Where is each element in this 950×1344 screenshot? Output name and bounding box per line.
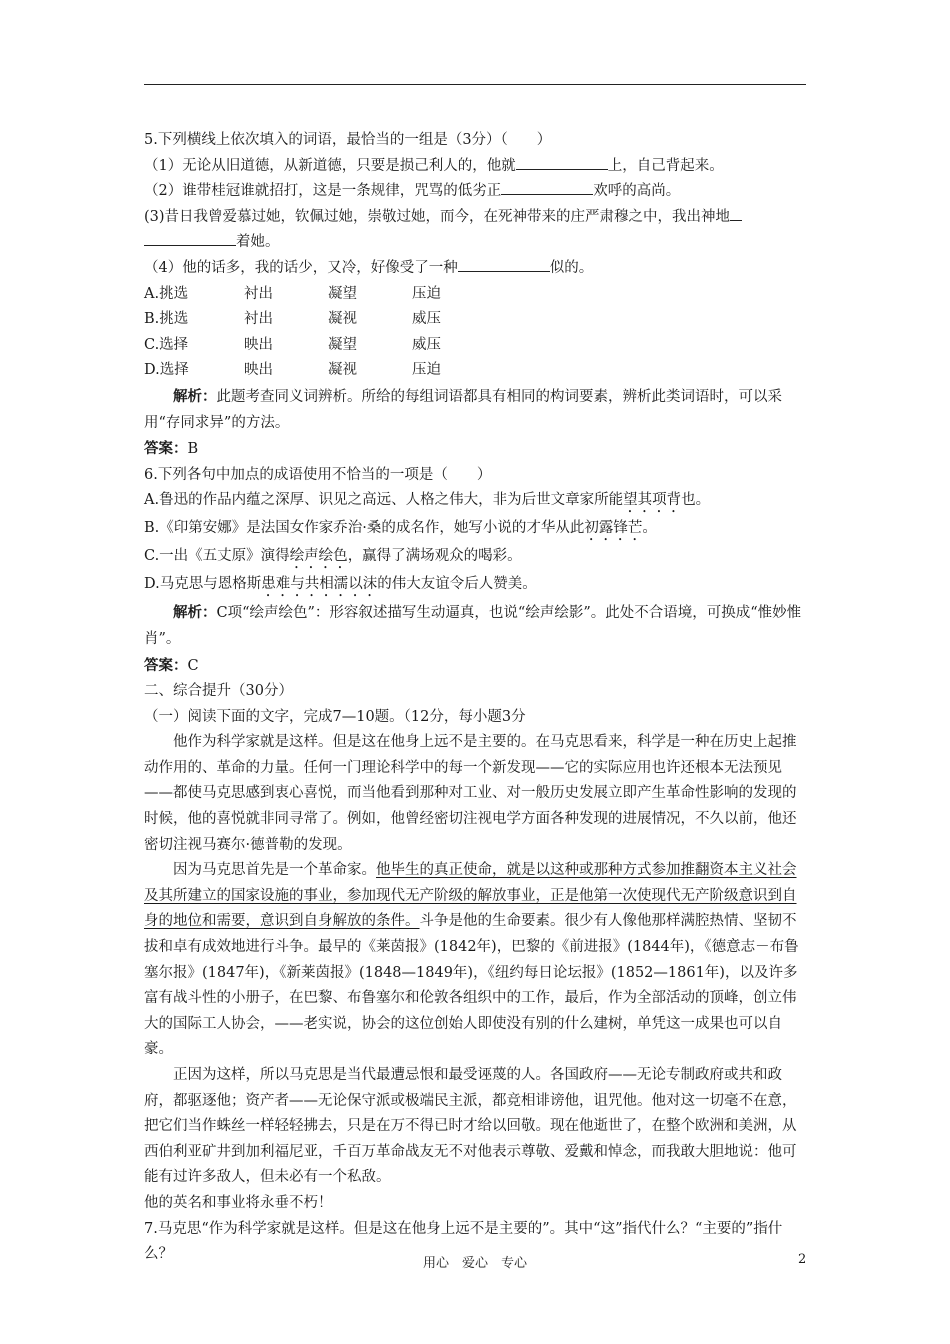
q5-sentence-4: （4）他的话多，我的话少，又冷，好像受了一种 似的。 — [144, 256, 808, 282]
q5-sentence-2: （2）谁带桂冠谁就招打，这是一条规律，咒骂的低劣正 欢呼的高尚。 — [144, 179, 808, 205]
q5-sentence-1: （1）无论从旧道德，从新道德，只要是损己利人的，他就 上，自己背起来。 — [144, 154, 808, 180]
q5-option-d: D.选择 映出 凝视 压迫 — [144, 362, 441, 379]
document-body — [144, 128, 808, 1268]
reading-paragraph-1: 他作为科学家就是这样。但是这在他身上远不是主要的。在马克思看来，科学是一种在历史上起推动作用的、革命的力量。任何一门理论科学中的每一个新发现——它的实际应用也许还根本无法预见——都使马克思感到衷心喜悦，而当他看到那种对工业、对一般历史发展立即产生革命性影响的发现的时候，他的喜悦就非同寻常了。例如，他曾经密切注视电学方面各种发现的进展情况，不久以前，他还密切注视马赛尔·德普勒的发现。 — [144, 734, 797, 853]
q6-option-d: D.马克思与恩格斯患难与共相濡以沫的伟大友谊令后人赞美。 — [144, 576, 537, 593]
blank-2 — [501, 180, 593, 195]
q6-option-c: C.一出《五丈原》演得绘声绘色，赢得了满场观众的喝彩。 — [144, 548, 522, 565]
q7-stem: 7.马克思“作为科学家就是这样。但是这在他身上远不是主要的”。其中“这”指代什么？“主要的”指什么？ — [144, 1220, 783, 1263]
q6-option-b: B.《印第安娜》是法国女作家乔治·桑的成名作，她写小说的才华从此初露锋芒。 — [144, 520, 657, 537]
q6-analysis: 解析：C项“绘声绘色”：形容叙述描写生动逼真，也说“绘声绘影”。此处不合语境，可换成“惟妙惟肖”。 — [144, 604, 802, 647]
blank-3b — [144, 231, 236, 246]
footer-motto: 用心 爱心 专心 — [422, 1256, 527, 1271]
q6-option-a: A.鲁迅的作品内蕴之深厚、识见之高远、人格之伟大，非为后世文章家所能望其项背也。 — [144, 492, 711, 509]
q6-stem: 6.下列各句中加点的成语使用不恰当的一项是（ ） — [144, 466, 492, 483]
q5-sentence-3: (3)昔日我曾爱慕过她，钦佩过她，崇敬过她，而今，在死神带来的庄严肃穆之中，我出神地 着她。 — [144, 205, 808, 256]
reading-paragraph-4: 他的英名和事业将永垂不朽！ — [144, 1194, 333, 1211]
reading-intro: （一）阅读下面的文字，完成7—10题。（12分，每小题3分 — [144, 708, 526, 725]
reading-paragraph-3: 正因为这样，所以马克思是当代最遭忌恨和最受诬蔑的人。各国政府——无论专制政府或共和政府，都驱逐他；资产者——无论保守派或极端民主派，都竞相诽谤他，诅咒他。他对这一切毫不在意，把它们当作蛛丝一样轻轻拂去，只是在万不得已时才给以回敬。现在他逝世了，在整个欧洲和美洲，从西伯利亚矿井到加利福尼亚，千百万革命战友无不对他表示尊敬、爱戴和悼念，而我敢大胆地说：他可能有过许多敌人，但未必有一个私敌。 — [144, 1067, 797, 1186]
blank-4 — [458, 257, 550, 272]
page-number: 2 — [798, 1252, 807, 1267]
reading-paragraph-2: 因为马克思首先是一个革命家。他毕生的真正使命，就是以这种或那种方式参加推翻资本主义社会及其所建立的国家设施的事业，参加现代无产阶级的解放事业，正是他第一次使现代无产阶级意识到自身的地位和需要，意识到自身解放的条件。斗争是他的生命要素。很少有人像他那样满腔热情、坚韧不拔和卓有成效地进行斗争。最早的《莱茵报》(1842年)，巴黎的《前进报》(1844年)，《德意志－布鲁塞尔报》(1847年)，《新莱茵报》(1848—1849年)，《纽约每日论坛报》(1852—1861年)，以及许多富有战斗性的小册子，在巴黎、布鲁塞尔和伦敦各组织中的工作，最后，作为全部活动的顶峰，创立伟大的国际工人协会，——老实说，协会的这位创始人即使没有别的什么建树，单凭这一成果也可以自豪。 — [144, 862, 799, 1058]
q6-answer: 答案：C — [144, 656, 199, 674]
header-rule — [144, 84, 806, 85]
section-2-title: 二、综合提升（30分） — [144, 683, 293, 700]
blank-1 — [516, 155, 608, 170]
q5-option-c: C.选择 映出 凝望 威压 — [144, 336, 441, 353]
underlined-sentence: 他毕生的真正使命，就是以这种或那种方式参加推翻资本主义社会及其所建立的国家设施的事业，参加现代无产阶级的解放事业，正是他第一次使现代无产阶级意识到自身的地位和需要，意识到自身解放的条件。 — [144, 862, 797, 930]
q5-stem: 5.下列横线上依次填入的词语，最恰当的一组是（3分）（ ） — [144, 132, 552, 148]
q5-analysis: 解析：此题考查同义词辨析。所给的每组词语都具有相同的构词要素，辨析此类词语时，可以采用“存同求异”的方法。 — [144, 387, 782, 431]
q5-answer: 答案：B — [144, 440, 199, 458]
q5-option-a: A.挑选 衬出 凝望 压迫 — [144, 285, 441, 302]
blank-3a — [730, 206, 742, 221]
q5-option-b: B.挑选 衬出 凝视 威压 — [144, 311, 441, 328]
